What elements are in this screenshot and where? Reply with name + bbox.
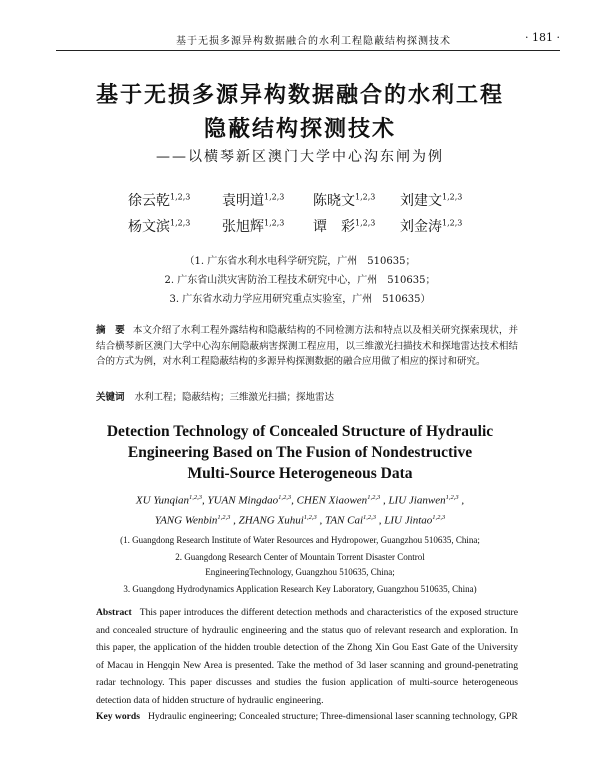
en-author-line-2: YANG Wenbin$^{1,2,3}$ , ZHANG Xuhui$^{1,2,3}$ , TAN Cai$^{1,2,3}$ , LIU Jintao$^{1,2,3}$: [154, 514, 446, 527]
en-title-line-2: Engineering Based on The Fusion of Nondestructive: [127, 444, 473, 461]
cn-author: 杨文滨$^{1,2,3}$: [128, 218, 191, 235]
cn-author: 刘建文$^{1,2,3}$: [400, 192, 463, 209]
en-affiliation: 2. Guangdong Research Center of Mountain Torrent Disaster Control: [175, 552, 425, 562]
en-abstract-text: This paper introduces the different detection methods and characteristics of the exposed structure and concealed structure of hydraulic engineering and the status quo of relevant research and exploration. In this paper, the application of the hidden trouble detection of the Zhong Xin Gou East Gate of the University of Macau in Hengqin New Area is presented. Take the method of 3d laser scanning and ground-penetrating radar technology. This paper discusses and studies the fusion application of multi-source heterogeneous detection data of hidden structure of hydraulic engineering.: [96, 607, 518, 706]
en-keywords: [96, 708, 518, 725]
cn-abstract: [96, 323, 518, 370]
en-affiliation: 3. Guangdong Hydrodynamics Application Research Key Laboratory, Guangzhou 510635, China): [123, 584, 477, 594]
cn-author: 徐云乾$^{1,2,3}$: [128, 192, 191, 209]
cn-affiliation: 2. 广东省山洪灾害防治工程技术研究中心，广州 510635；: [164, 275, 436, 286]
cn-affiliation: 3. 广东省水动力学应用研究重点实验室，广州 510635）: [169, 294, 431, 305]
cn-author: 袁明道$^{1,2,3}$: [222, 192, 285, 209]
en-keywords-label: Key words: [96, 711, 140, 722]
en-abstract-label: Abstract: [96, 607, 132, 618]
cn-author: 陈晓文$^{1,2,3}$: [313, 192, 376, 209]
cn-author: 谭 彩$^{1,2,3}$: [313, 218, 376, 235]
cn-author: 刘金涛$^{1,2,3}$: [400, 218, 463, 235]
running-title: 基于无损多源异构数据融合的水利工程隐蔽结构探测技术: [176, 36, 451, 47]
en-keywords-text: Hydraulic engineering; Concealed structure; Three-dimensional laser scanning technology, GPR: [147, 711, 518, 722]
page-number: · 181 ·: [525, 31, 560, 44]
cn-affiliation: （1. 广东省水利水电科学研究院，广州 510635；: [184, 256, 416, 267]
en-affiliation: EngineeringTechnology, Guangzhou 510635, China;: [205, 567, 395, 577]
running-header: [56, 30, 560, 51]
cn-title-line-1: 基于无损多源异构数据融合的水利工程: [95, 83, 504, 108]
cn-subtitle: ——以横琴新区澳门大学中心沟东闸为例: [156, 149, 444, 165]
en-title-line-3: Multi-Source Heterogeneous Data: [187, 465, 413, 482]
cn-keywords-label: 关键词: [96, 392, 125, 403]
cn-abstract-text: 本文介绍了水利工程外露结构和隐蔽结构的不同检测方法和特点以及相关研究探索现状，并结合横琴新区澳门大学中心沟东闸隐蔽病害探测工程应用，以三维激光扫描技术和探地雷达技术相结合的方式为例，对水利工程隐蔽结构的多源异构探测数据的融合应用做了相应的探讨和研究。: [96, 325, 518, 367]
cn-keywords: [96, 389, 334, 403]
cn-abstract-label: 摘 要: [96, 325, 125, 336]
cn-author: 张旭辉$^{1,2,3}$: [222, 218, 285, 235]
en-title-line-1: Detection Technology of Concealed Structure of Hydraulic: [106, 423, 494, 440]
en-abstract: [96, 604, 518, 709]
cn-title-line-2: 隐蔽结构探测技术: [203, 117, 396, 142]
en-affiliation: (1. Guangdong Research Institute of Water Resources and Hydropower, Guangzhou 510635, China;: [120, 535, 480, 545]
en-author-line-1: XU Yunqian$^{1,2,3}$, YUAN Mingdao$^{1,2,3}$, CHEN Xiaowen$^{1,2,3}$ , LIU Jianwen$^{1,2,3}$ ,: [135, 494, 465, 507]
cn-keywords-text: 水利工程；隐蔽结构；三维激光扫描；探地雷达: [134, 392, 335, 403]
